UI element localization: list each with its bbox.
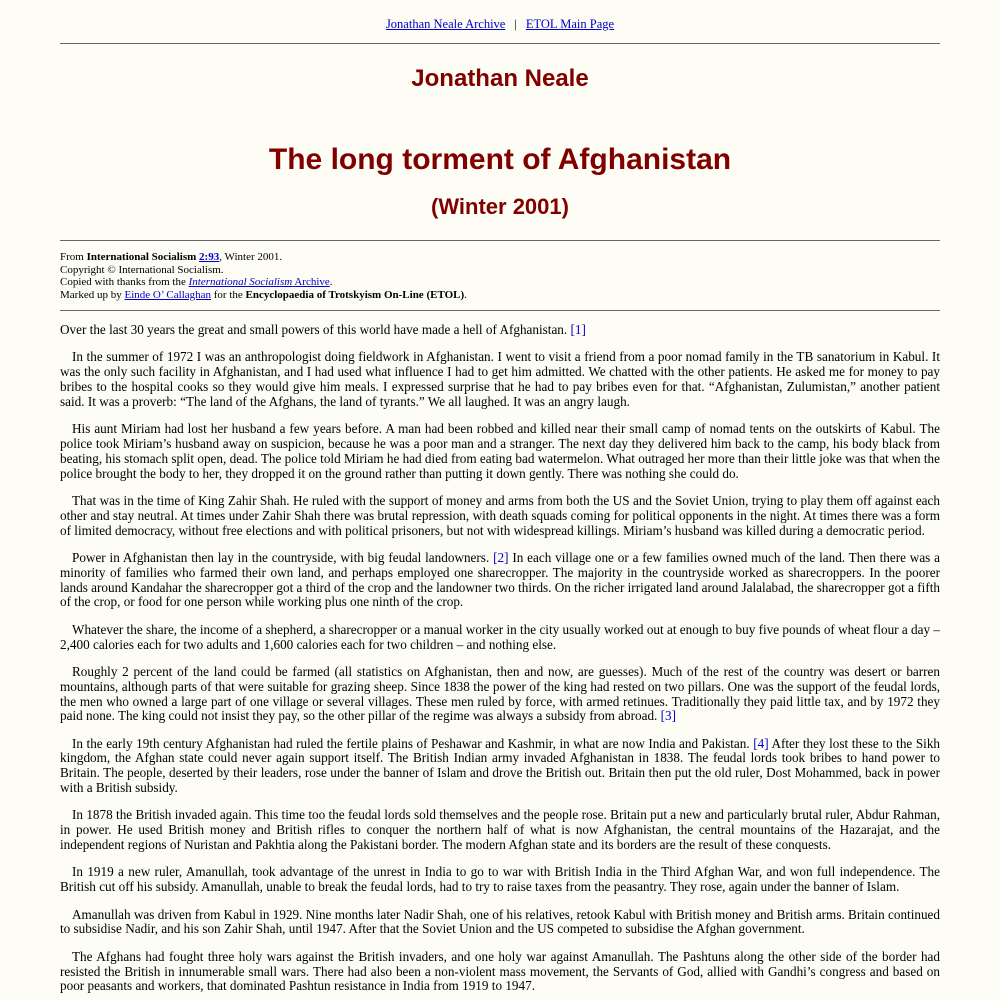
- copied-prefix: Copied with thanks from the: [60, 276, 186, 288]
- marked-mid: for the: [213, 288, 243, 301]
- marked-suffix: .: [464, 288, 467, 301]
- article-date: (Winter 2001): [431, 194, 569, 219]
- footnote-link-3[interactable]: [3]: [660, 708, 677, 724]
- divider-source: [60, 310, 940, 311]
- etol-name: Encyclopaedia of Trotskyism On-Line (ETOL): [245, 288, 465, 301]
- paragraph: Roughly 2 percent of the land could be farmed (all statistics on Afghanistan, then and now, are guesses). Much of the rest of the country was desert or barren mountains, although parts of that were suitable for grazing sheep. Since 1838 the power of the king had rested on two pillars. One was the support of the feudal lords, the men who owned a large part of one village or several villages. These men ruled by force, with armed retinues. Traditionally they paid little tax, and by 1972 they paid none. The king could not insist they pay, so the other pillar of the regime was always a subsidy from abroad. [3]: [60, 663, 940, 724]
- paragraph: In 1878 the British invaded again. This time too the feudal lords sold themselves and the people rose. Britain put a new and particularly brutal ruler, Abdur Rahman, in power. He used British money and British rifles to conquer the northern half of what is now Afghanistan, the central mountains of the Hazarajat, and the independent regions of Nuristan and Pakhtia along the Pakistani border. The modern Afghan state and its borders are the result of these conquests.: [60, 807, 940, 853]
- marked-prefix: Marked up by: [60, 288, 122, 301]
- author-heading: Jonathan Neale: [411, 65, 589, 92]
- top-navigation: [60, 16, 940, 34]
- paragraph: In the early 19th century Afghanistan had ruled the fertile plains of Peshawar and Kashmir, in what are now India and Pakistan. [4] After they lost these to the Sikh kingdom, the Afghan state could never again support itself. The British Indian army invaded Afghanistan in 1838. The feudal lords took bribes to hand power to Britain. The people, deserted by their leaders, rose under the banner of Islam and drove the British out. Britain then put the old ruler, Dost Mohammed, back in power with a British subsidy.: [60, 735, 941, 796]
- nav-separator: |: [514, 17, 517, 31]
- footnote-link-1[interactable]: [1]: [570, 322, 586, 337]
- copyright-line: Copyright © International Socialism.: [60, 263, 224, 276]
- divider-header: [60, 240, 940, 241]
- paragraph: Amanullah was driven from Kabul in 1929. Nine months later Nadir Shah, one of his relatives, retook Kabul with British money and British arms. Britain continued to subsidise Nadir, and his son Zahir Shah, until 1947. After that the Soviet Union and the US competed to subsidise the Afghan government.: [60, 906, 940, 937]
- copied-suffix: .: [329, 276, 333, 288]
- journal-name: International Socialism: [86, 251, 197, 263]
- issue-link[interactable]: 2:93: [199, 251, 220, 263]
- paragraph: Whatever the share, the income of a shepherd, a sharecropper or a manual worker in the city usually worked out at enough to buy five pounds of wheat flour a day – 2,400 calories each for two adults and 1,600 calories each for two children – and nothing else.: [60, 621, 940, 652]
- source-from-suffix: , Winter 2001.: [219, 251, 283, 263]
- paragraph: That was in the time of King Zahir Shah. He ruled with the support of money and arms from both the US and the Soviet Union, trying to play them off against each other and stay neutral. At times under Zahir Shah there was brutal repression, with death squads coming for political opponents in the night. At times there was a form of limited democracy, without free elections and with political prisoners, but not with widespread killings. Miriam’s husband was killed during a democratic period.: [60, 492, 940, 538]
- footnote-link-2[interactable]: [2]: [493, 549, 509, 565]
- etol-main-link[interactable]: ETOL Main Page: [525, 17, 615, 31]
- source-info: [60, 251, 940, 301]
- paragraph: In the summer of 1972 I was an anthropologist doing fieldwork in Afghanistan. I went to visit a friend from a poor nomad family in the TB sanatorium in Kabul. It was the only such facility in Afghanistan, and I had used what influence I had to get him admitted. We chatted with the other patients. He asked me for money to pay bribes to the hospital cooks so they would give him meals. I expressed surprise that he had to pay bribes even for that. “Afghanistan, Zulumistan,” another patient said. It was a proverb: “The land of the Afghans, the land of tyrants.” We all laughed. It was an angry laugh.: [60, 349, 940, 409]
- paragraph: In 1919 a new ruler, Amanullah, took advantage of the unrest in India to go to war with British India in the Third Afghan War, and won full independence. The British cut off his subsidy. Amanullah, unable to break the feudal lords, had to try to raise taxes from the peasantry. They rose, again under the banner of Islam.: [60, 864, 940, 895]
- markup-person-link[interactable]: Einde O’ Callaghan: [124, 288, 212, 301]
- page: [60, 0, 940, 994]
- archive-link[interactable]: Jonathan Neale Archive: [385, 17, 506, 31]
- article-body: [60, 323, 940, 994]
- paragraph: The Afghans had fought three holy wars against the British invaders, and one holy war against Amanullah. The Pashtuns along the other side of the border had resisted the British in innumerable small wars. There had also been a non-violent mass movement, the Servants of God, allied with Gandhi’s congress and based on poor peasants and workers, that dominated Pashtun resistance in India from 1919 to 1947.: [60, 948, 940, 994]
- is-archive-link[interactable]: International Socialism Archive: [188, 276, 330, 288]
- divider-top: [60, 43, 940, 44]
- source-from-prefix: From: [60, 251, 84, 263]
- paragraph: Power in Afghanistan then lay in the countryside, with big feudal landowners. [2] In each village one or a few families owned much of the land. Then there was a minority of families who farmed their own land, and perhaps employed one sharecropper. The majority in the countryside worked as sharecroppers. In the poorer lands around Kandahar the sharecropper got a third of the crop and the landowner two thirds. On the richer irrigated land around Jalalabad, the sharecropper got a fifth of the crop, or food for one person while working plus one ninth of the crop.: [60, 549, 941, 610]
- paragraph: His aunt Miriam had lost her husband a few years before. A man had been robbed and killed near their small camp of nomad tents on the outskirts of Kabul. The police took Miriam’s husband away on suspicion, because he was a poor man and a stranger. The next day they delivered him back to the camp, his body black from beating, his stomach split open, dead. The police told Miriam he had died from eating bad watermelon. What outraged her more than their little joke was that when the police brought the body to her, they dropped it on the ground rather than putting it down gently. There was nothing she could do.: [60, 421, 940, 481]
- footnote-link-4[interactable]: [4]: [753, 735, 769, 751]
- paragraph: Over the last 30 years the great and small powers of this world have made a hell of Afghanistan. [1]: [60, 322, 586, 337]
- article-title: The long torment of Afghanistan: [268, 143, 732, 176]
